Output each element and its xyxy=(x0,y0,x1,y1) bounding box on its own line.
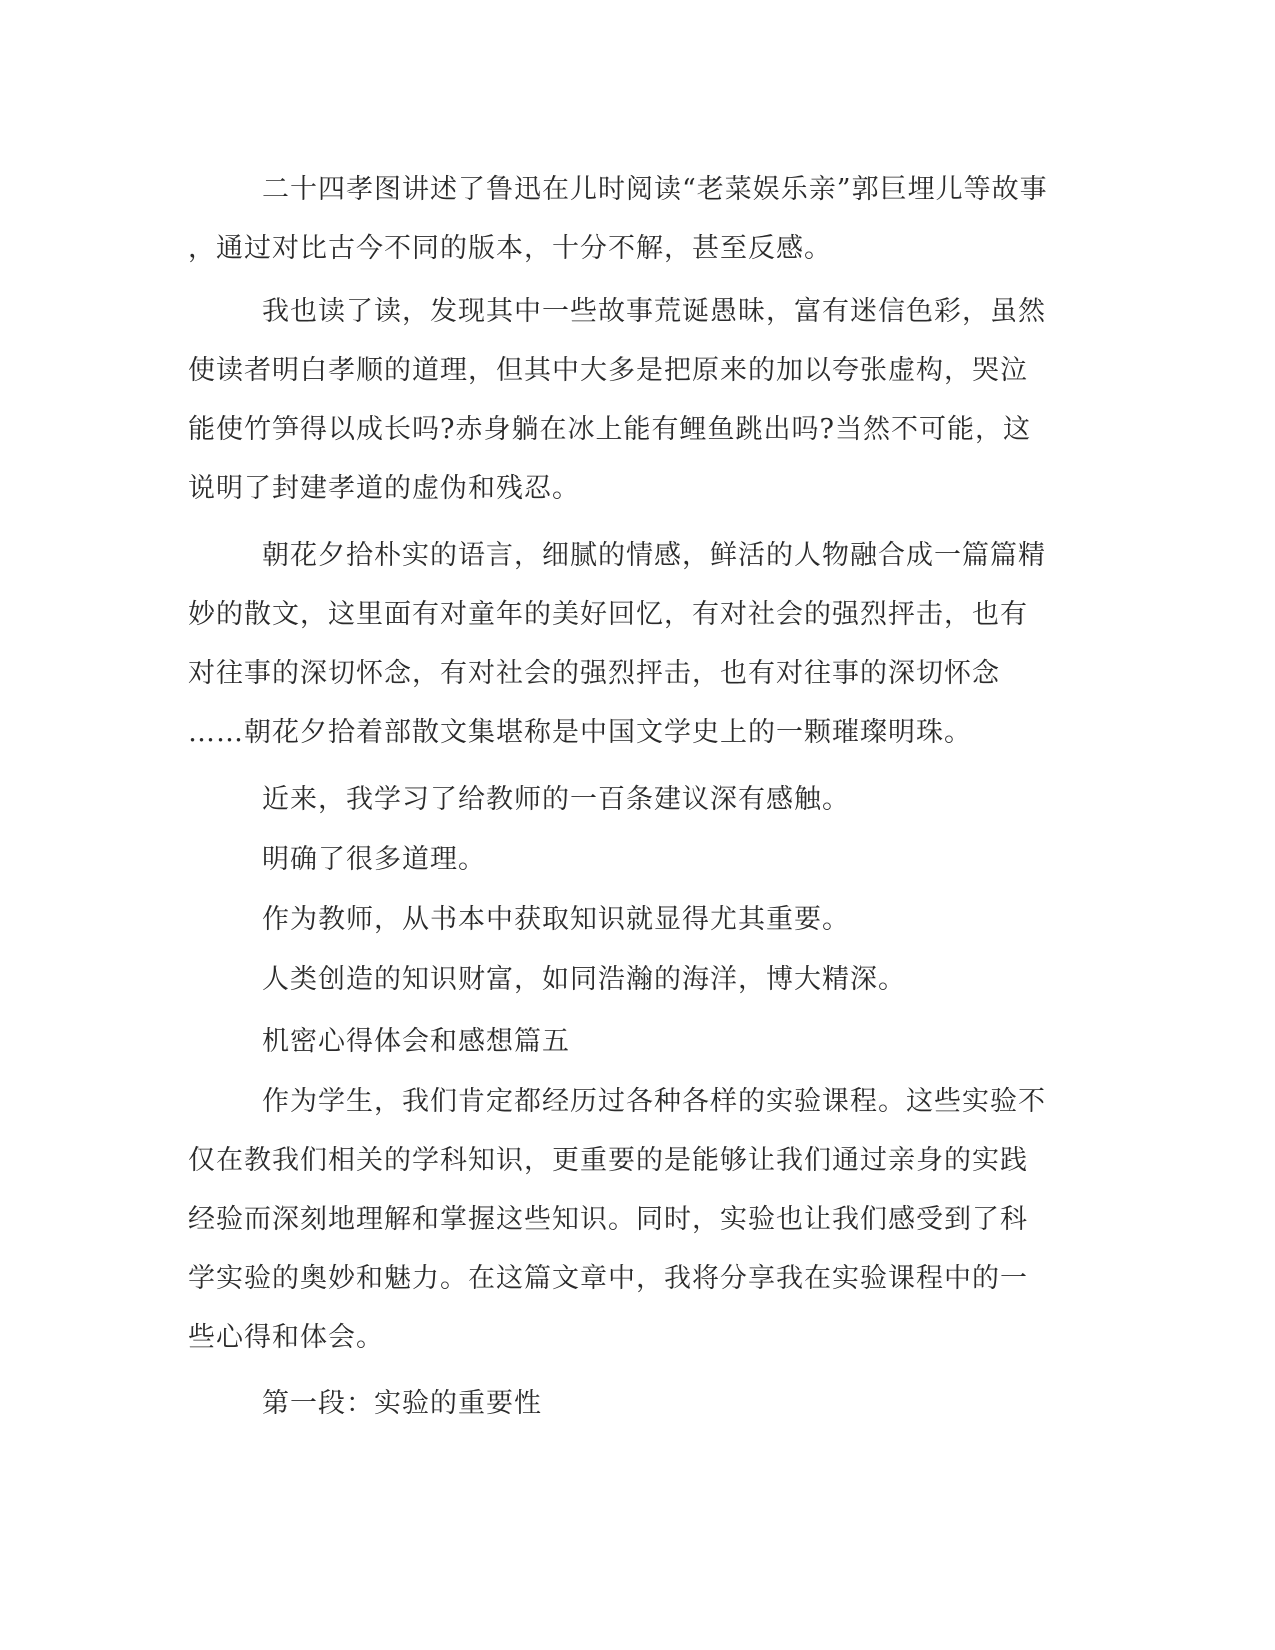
paragraph-reading-reflection xyxy=(188,282,1068,518)
text-line: 作为教师，从书本中获取知识就显得尤其重要。 xyxy=(262,904,850,935)
paragraph-teacher-suggestions xyxy=(188,770,1068,829)
text-line: 些心得和体会。 xyxy=(188,1322,384,1353)
text-line: ……朝花夕拾着部散文集堪称是中国文学史上的一颗璀璨明珠。 xyxy=(188,717,972,748)
paragraph-knowledge-ocean xyxy=(188,950,1068,1009)
paragraph-twenty-four-filial-piety xyxy=(188,160,1068,278)
text-line: 仅在教我们相关的学科知识，更重要的是能够让我们通过亲身的实践 xyxy=(188,1145,1028,1176)
text-line: 明确了很多道理。 xyxy=(262,844,486,875)
paragraph-experiments xyxy=(188,1072,1068,1367)
text-line: 对往事的深切怀念，有对社会的强烈抨击，也有对往事的深切怀念 xyxy=(188,658,1000,689)
paragraph-as-teacher xyxy=(188,890,1068,949)
paragraph-morning-flowers xyxy=(188,526,1068,762)
text-line: 使读者明白孝顺的道理，但其中大多是把原来的加以夸张虚构，哭泣 xyxy=(188,355,1028,386)
text-line: 能使竹笋得以成长吗?赤身躺在冰上能有鲤鱼跳出吗?当然不可能，这 xyxy=(188,414,1031,445)
text-line: 朝花夕拾朴实的语言，细腻的情感，鲜活的人物融合成一篇篇精 xyxy=(262,540,1046,571)
text-line: 经验而深刻地理解和掌握这些知识。同时，实验也让我们感受到了科 xyxy=(188,1204,1028,1235)
text-line: 说明了封建孝道的虚伪和残忍。 xyxy=(188,473,580,504)
section-heading xyxy=(188,1012,1068,1071)
section-title: 机密心得体会和感想篇五 xyxy=(262,1026,570,1057)
subsection-heading xyxy=(188,1374,1068,1433)
text-line: 二十四孝图讲述了鲁迅在儿时阅读“老菜娱乐亲”郭巨埋儿等故事 xyxy=(262,174,1048,205)
text-line: 学实验的奥妙和魅力。在这篇文章中，我将分享我在实验课程中的一 xyxy=(188,1263,1028,1294)
text-line: 妙的散文，这里面有对童年的美好回忆，有对社会的强烈抨击，也有 xyxy=(188,599,1028,630)
text-line: 人类创造的知识财富，如同浩瀚的海洋，博大精深。 xyxy=(262,964,906,995)
paragraph-many-principles xyxy=(188,830,1068,889)
subsection-title: 第一段：实验的重要性 xyxy=(262,1388,542,1419)
text-line: ，通过对比古今不同的版本，十分不解，甚至反感。 xyxy=(188,233,832,264)
text-line: 近来，我学习了给教师的一百条建议深有感触。 xyxy=(262,784,850,815)
text-line: 作为学生，我们肯定都经历过各种各样的实验课程。这些实验不 xyxy=(262,1086,1046,1117)
text-line: 我也读了读，发现其中一些故事荒诞愚昧，富有迷信色彩，虽然 xyxy=(262,296,1046,327)
